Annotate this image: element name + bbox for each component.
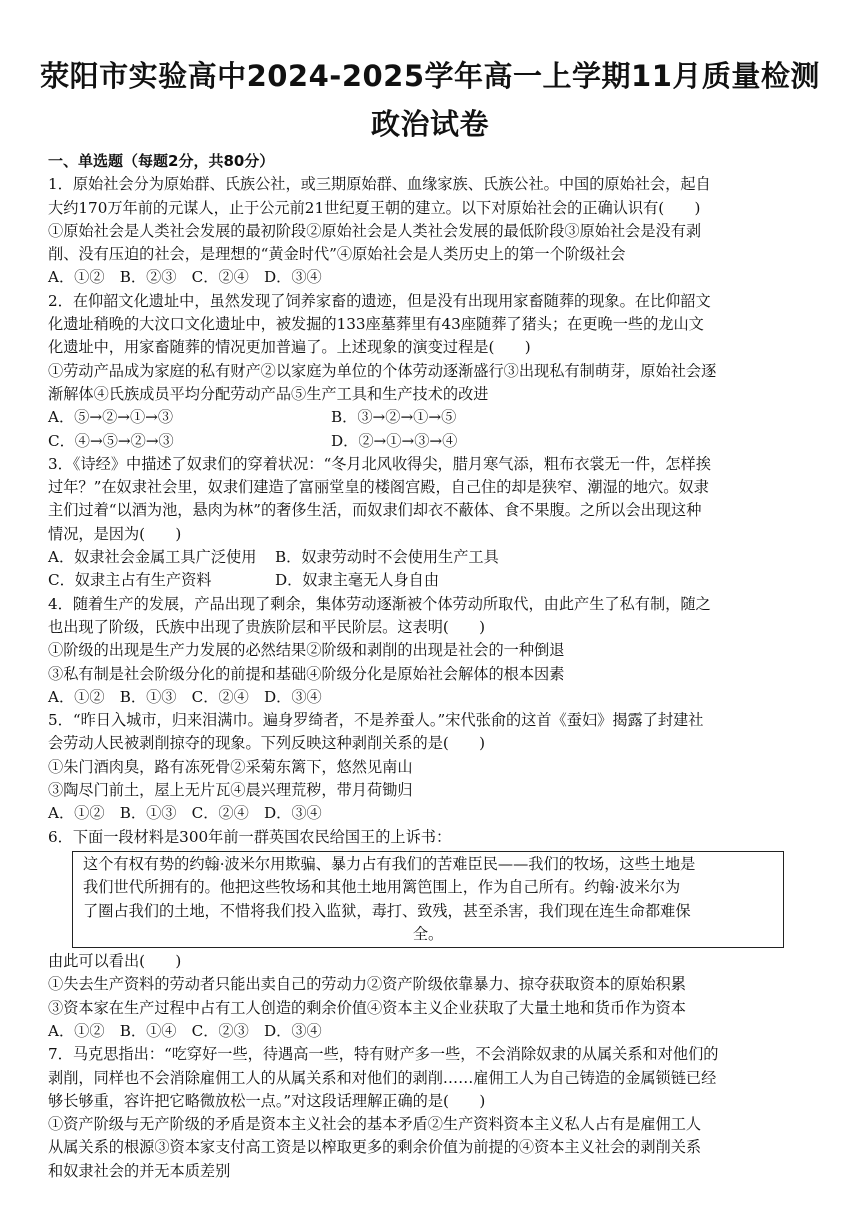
question-text-line: 剥削，同样也不会消除雇佣工人的从属关系和对他们的剥削……雇佣工人为自己铸造的金属锁链已经 [48, 1068, 717, 1087]
question-text-line: 情况，是因为( ) [48, 524, 182, 543]
material-line: 这个有权有势的约翰·波米尔用欺骗、暴力占有我们的苦难臣民——我们的牧场，这些土地是 [83, 854, 696, 873]
material-line: 我们世代所拥有的。他把这些牧场和其他土地用篱笆围上，作为自己所有。约翰·波米尔为 [83, 878, 681, 897]
question-text-line: ①阶级的出现是生产力发展的必然结果②阶级和剥削的出现是社会的一种倒退 [48, 641, 565, 660]
question-text-line: ①原始社会是人类社会发展的最初阶段②原始社会是人类社会发展的最低阶段③原始社会是没有剥 [48, 221, 702, 240]
answer-options: A．①② B．①③ C．②④ D．③④ [48, 804, 322, 823]
question-text-line: 化遗址稍晚的大汶口文化遗址中，被发掘的133座墓葬里有43座随葬了猪头；在更晚一些的龙山文 [48, 315, 704, 334]
question-text-line: 和奴隶社会的并无本质差别 [48, 1161, 231, 1180]
answer-options [48, 430, 814, 453]
question-text-line: ①朱门酒肉臭，路有冻死骨②采菊东篱下，悠然见南山 [48, 757, 413, 776]
question-2 [48, 290, 814, 453]
question-text-line: 由此可以看出( ) [48, 952, 182, 971]
section-heading: 一、单选题（每题2分，共80分） [48, 152, 275, 170]
question-text-line: 也出现了阶级，氏族中出现了贵族阶层和平民阶层。这表明( ) [48, 617, 486, 636]
option-d: D．奴隶主毫无人身自由 [275, 571, 440, 590]
option-c: C．奴隶主占有生产资料 [48, 571, 212, 590]
question-text-line: 大约170万年前的元谋人，止于公元前21世纪夏王朝的建立。以下对原始社会的正确认识有( ) [48, 198, 701, 217]
question-text-line: 1．原始社会分为原始群、氏族公社，或三期原始群、血缘家族、氏族公社。中国的原始社会，起自 [48, 175, 711, 194]
question-text-line: 渐解体④氏族成员平均分配劳动产品⑤生产工具和生产技术的改进 [48, 384, 489, 403]
option-b: B．奴隶劳动时不会使用生产工具 [275, 548, 499, 567]
option-c: C．④→⑤→②→③ [48, 431, 174, 450]
answer-options [48, 569, 814, 592]
question-text-line: 从属关系的根源③资本家支付高工资是以榨取更多的剩余价值为前提的④资本主义社会的剥削关系 [48, 1138, 702, 1157]
question-area [48, 150, 814, 1183]
question-text-line: 3．《诗经》中描述了奴隶们的穿着状况：“冬月北风收得尖，腊月寒气添，粗布衣裳无一件，怎样挨 [48, 454, 711, 473]
question-text-line: 7．马克思指出：“吃穿好一些，待遇高一些，特有财产多一些，不会消除奴隶的从属关系和对他们的 [48, 1045, 719, 1064]
question-text-line: ③私有制是社会阶级分化的前提和基础④阶级分化是原始社会解体的根本因素 [48, 664, 565, 683]
question-text-line: ③陶尽门前土，屋上无片瓦④晨兴理荒秽，带月荷锄归 [48, 781, 413, 800]
question-text-line: ①劳动产品成为家庭的私有财产②以家庭为单位的个体劳动逐渐盛行③出现私有制萌芽，原始社会逐 [48, 361, 717, 380]
question-text-line: 化遗址中，用家畜随葬的情况更加普遍了。上述现象的演变过程是( ) [48, 338, 531, 357]
question-6 [48, 826, 814, 1044]
question-text-line: ③资本家在生产过程中占有工人创造的剩余价值④资本主义企业获取了大量土地和货币作为资本 [48, 998, 686, 1017]
question-3 [48, 453, 814, 593]
question-text-line: ①资产阶级与无产阶级的矛盾是资本主义社会的基本矛盾②生产资料资本主义私人占有是雇佣工人 [48, 1115, 702, 1134]
question-text-line: 2．在仰韶文化遗址中，虽然发现了饲养家畜的遗迹，但是没有出现用家畜随葬的现象。在比仰韶文 [48, 291, 711, 310]
material-line: 了圈占我们的土地，不惜将我们投入监狱，毒打、致残，甚至杀害，我们现在连生命都难保 [83, 901, 691, 920]
option-a: A．⑤→②→①→③ [48, 408, 174, 427]
question-5 [48, 709, 814, 825]
question-text-line: 5．“昨日入城市，归来泪满巾。遍身罗绮者，不是养蚕人。”宋代张俞的这首《蚕妇》揭露了封建社 [48, 711, 704, 730]
option-d: D．②→①→③→④ [331, 431, 458, 450]
question-text-line: ①失去生产资料的劳动者只能出卖自己的劳动力②资产阶级依靠暴力、掠夺获取资本的原始积累 [48, 975, 686, 994]
question-text-line: 削、没有压迫的社会，是理想的“黄金时代”④原始社会是人类历史上的第一个阶级社会 [48, 245, 626, 264]
question-text-line: 6．下面一段材料是300年前一群英国农民给国王的上诉书： [48, 827, 452, 846]
question-text-line: 过年？”在奴隶社会里，奴隶们建造了富丽堂皇的楼阁宫殿，自己住的却是狭窄、潮湿的地穴。奴隶 [48, 478, 709, 497]
question-text-line: 会劳动人民被剥削掠夺的现象。下列反映这种剥削关系的是( ) [48, 734, 486, 753]
answer-options [48, 406, 814, 429]
question-7 [48, 1043, 814, 1183]
question-1 [48, 173, 814, 289]
question-text-line: 4．随着生产的发展，产品出现了剩余，集体劳动逐渐被个体劳动所取代，由此产生了私有制，随之 [48, 594, 711, 613]
exam-subject: 政治试卷 [370, 107, 489, 141]
quoted-material-box [72, 851, 784, 948]
question-text-line: 主们过着“以酒为池，悬肉为林”的奢侈生活，而奴隶们却衣不蔽体、食不果腹。之所以会出现这种 [48, 501, 702, 520]
answer-options: A．①② B．①④ C．②③ D．③④ [48, 1021, 322, 1040]
answer-options: A．①② B．①③ C．②④ D．③④ [48, 687, 322, 706]
material-line: 全。 [412, 924, 444, 943]
question-text-line: 够长够重，容许把它略微放松一点。”对这段话理解正确的是( ) [48, 1091, 486, 1110]
option-a: A．奴隶社会金属工具广泛使用 [48, 548, 257, 567]
answer-options [48, 546, 814, 569]
answer-options: A．①② B．②③ C．②④ D．③④ [48, 268, 322, 287]
exam-title: 荥阳市实验高中2024-2025学年高一上学期11月质量检测 [40, 59, 820, 93]
question-4 [48, 593, 814, 709]
option-b: B．③→②→①→⑤ [331, 408, 457, 427]
